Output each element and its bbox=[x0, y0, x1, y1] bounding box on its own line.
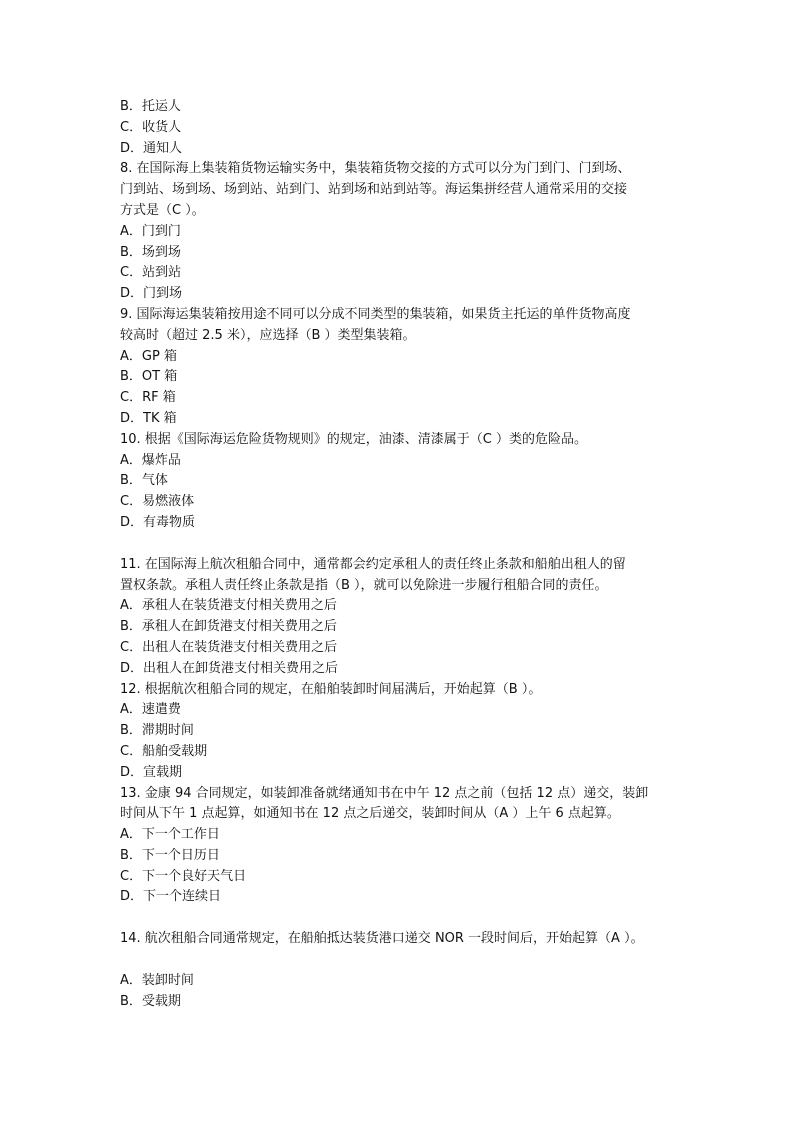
question-11-line-2: 置权条款。承租人责任终止条款是指（B ），就可以免除进一步履行租船合同的责任。 bbox=[120, 577, 608, 593]
option-d-q8: D．门到场 bbox=[120, 286, 183, 302]
option-d-q7: D．通知人 bbox=[120, 140, 183, 156]
option-a-q14: A．装卸时间 bbox=[120, 973, 194, 989]
option-a-q11: A．承租人在装货港支付相关费用之后 bbox=[120, 598, 337, 614]
option-c-q9: C．RF 箱 bbox=[120, 390, 176, 406]
option-c-q8: C．站到站 bbox=[120, 265, 182, 281]
option-b-q10: B．气体 bbox=[120, 473, 168, 489]
question-8-line-1: 8. 在国际海上集装箱货物运输实务中，集装箱货物交接的方式可以分为门到门、门到场、 bbox=[120, 161, 631, 177]
question-10: 10. 根据《国际海运危险货物规则》的规定，油漆、清漆属于（C ）类的危险品。 bbox=[120, 431, 588, 447]
option-d-q13: D．下一个连续日 bbox=[120, 889, 222, 905]
option-b-q13: B．下一个日历日 bbox=[120, 847, 220, 863]
option-b-q9: B．OT 箱 bbox=[120, 369, 178, 385]
document-page bbox=[120, 97, 680, 1013]
question-8-line-2: 门到站、场到场、场到站、站到门、站到场和站到站等。海运集拼经营人通常采用的交接 bbox=[120, 182, 628, 198]
option-c-q13: C．下一个良好天气日 bbox=[120, 868, 247, 884]
question-11-line-1: 11. 在国际海上航次租船合同中，通常都会约定承租人的责任终止条款和船舶出租人的留 bbox=[120, 556, 626, 572]
option-d-q10: D．有毒物质 bbox=[120, 514, 196, 530]
question-9-line-2: 较高时（超过 2.5 米），应选择（B ）类型集装箱。 bbox=[120, 327, 416, 343]
option-a-q9: A．GP 箱 bbox=[120, 348, 177, 364]
option-b-q11: B．承租人在卸货港支付相关费用之后 bbox=[120, 619, 337, 635]
question-8-line-3: 方式是（C ）。 bbox=[120, 202, 205, 218]
question-13-line-2: 时间从下午 1 点起算，如通知书在 12 点之后递交，装卸时间从（A ）上午 6 点起算。 bbox=[120, 806, 620, 822]
option-a-q10: A．爆炸品 bbox=[120, 452, 181, 468]
option-a-q8: A．门到门 bbox=[120, 223, 181, 239]
spacer bbox=[120, 950, 680, 971]
question-12: 12. 根据航次租船合同的规定，在船舶装卸时间届满后，开始起算（B ）。 bbox=[120, 681, 542, 697]
option-d-q9: D．TK 箱 bbox=[120, 410, 177, 426]
option-c-q12: C．船舶受载期 bbox=[120, 743, 208, 759]
option-d-q12: D．宣载期 bbox=[120, 764, 183, 780]
option-c-q10: C．易燃液体 bbox=[120, 494, 195, 510]
question-14: 14. 航次租船合同通常规定，在船舶抵达装货港口递交 NOR 一段时间后，开始起算（A ）。 bbox=[120, 931, 644, 947]
option-a-q13: A．下一个工作日 bbox=[120, 827, 220, 843]
option-c-q7: C．收货人 bbox=[120, 119, 182, 135]
option-b-q7: B．托运人 bbox=[120, 99, 181, 114]
option-b-q14: B．受载期 bbox=[120, 993, 181, 1009]
spacer bbox=[120, 908, 680, 929]
option-d-q11: D．出租人在卸货港支付相关费用之后 bbox=[120, 660, 339, 676]
question-13-line-1: 13. 金康 94 合同规定，如装卸准备就绪通知书在中午 12 点之前（包括 12 点）递交，装卸 bbox=[120, 785, 649, 801]
option-c-q11: C．出租人在装货港支付相关费用之后 bbox=[120, 639, 338, 655]
question-9-line-1: 9. 国际海运集装箱按用途不同可以分成不同类型的集装箱，如果货主托运的单件货物高度 bbox=[120, 306, 631, 322]
option-b-q8: B．场到场 bbox=[120, 244, 181, 260]
option-b-q12: B．滞期时间 bbox=[120, 723, 194, 739]
option-a-q12: A．速遣费 bbox=[120, 702, 181, 718]
spacer bbox=[120, 534, 680, 555]
